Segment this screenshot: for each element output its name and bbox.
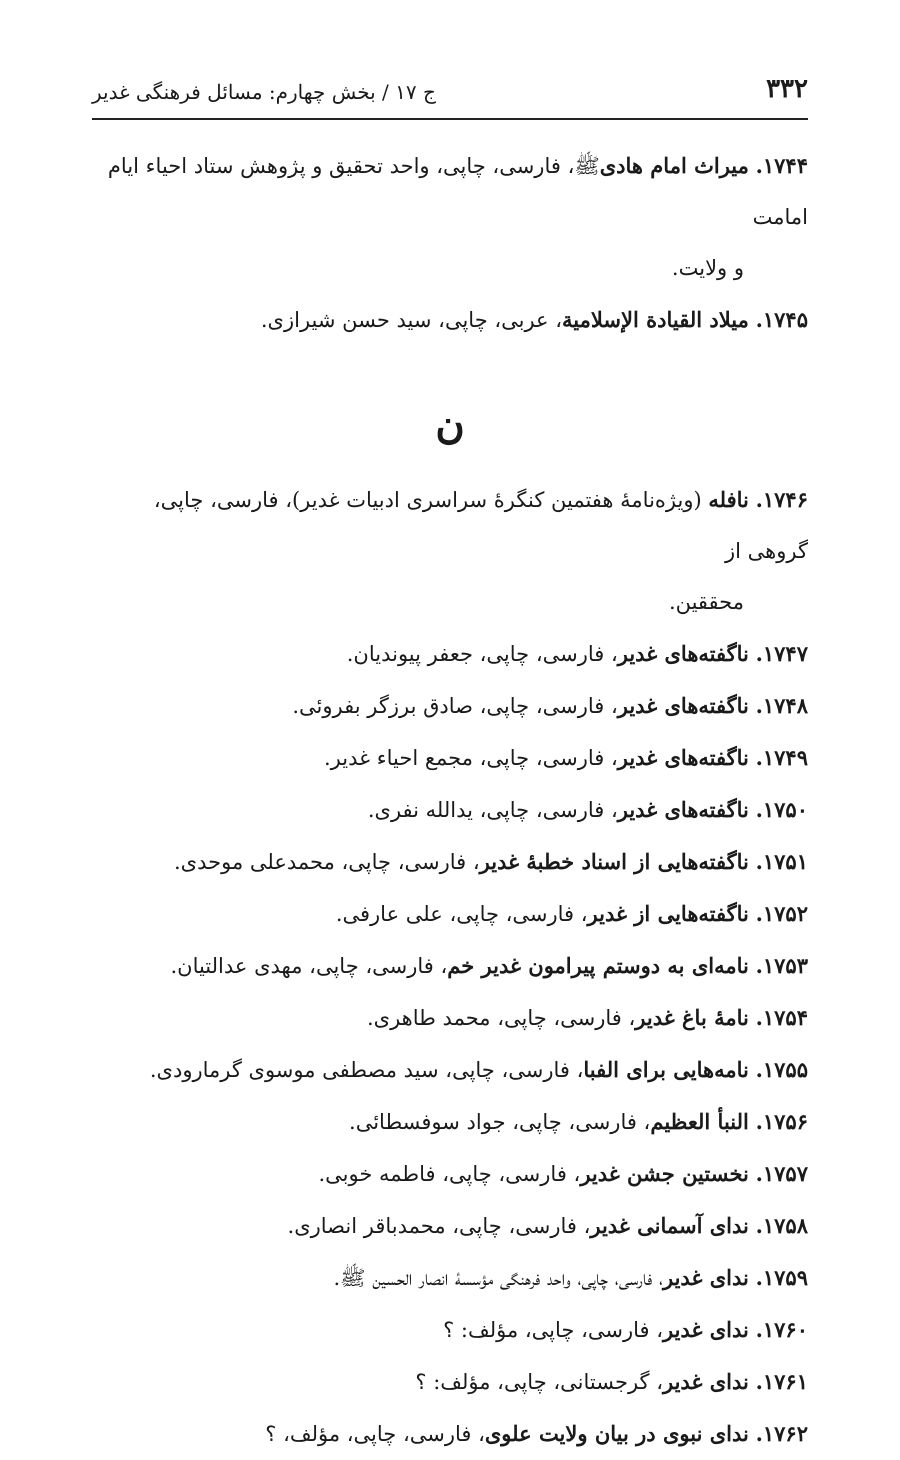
bibliography-entry: [92, 628, 808, 680]
entry-details: ، فارسی، چاپی، مهدی عدالتیان.: [170, 954, 448, 978]
entry-number: ۱۷۶۲.: [755, 1421, 808, 1446]
entry-details: ، فارسی، چاپی، صادق برزگر بفروئی.: [292, 694, 618, 718]
entry-number: ۱۷۵۰.: [755, 797, 808, 822]
entry-title: ناگفته‌های غدیر: [617, 641, 749, 666]
page-number: ۳۳۲: [766, 74, 808, 104]
entry-details: ، عربی، چاپی، سید حسن شیرازی.: [260, 308, 563, 332]
entry-title: ندای غدیر: [662, 1317, 749, 1342]
entry-number: ۱۷۵۹.: [755, 1265, 808, 1290]
entry-details: ﷺ، فارسی، چاپی، واحد تحقیق و پژوهش ستاد احیاء ایام امامت: [107, 154, 808, 229]
bibliography-entry: [92, 1200, 808, 1252]
entry-number: ۱۷۵۵.: [755, 1057, 808, 1082]
running-title: ج ۱۷ / بخش چهارم: مسائل فرهنگی غدیر: [92, 80, 436, 104]
entry-number: ۱۷۵۴.: [755, 1005, 808, 1030]
entry-title: ندای غدیر: [662, 1265, 749, 1290]
entry-details: ، فارسی، چاپی، جواد سوفسطائی.: [349, 1110, 651, 1134]
entry-title: ناگفته‌هایی از اسناد خطبهٔ غدیر: [479, 849, 749, 874]
entry-details: ، فارسی، چاپی، مجمع احیاء غدیر.: [323, 746, 618, 770]
entry-title: نامهٔ باغ غدیر: [635, 1005, 749, 1030]
bibliography-entry: [92, 784, 808, 836]
entry-number: ۱۷۵۷.: [755, 1161, 808, 1186]
entry-title: ندای غدیر: [662, 1369, 749, 1394]
entry-continuation: و ولایت.: [671, 256, 744, 280]
entry-number: ۱۷۵۳.: [755, 953, 808, 978]
bibliography-entry: [92, 836, 808, 888]
entry-details: ، فارسی، چاپی، محمدعلی موحدی.: [174, 850, 480, 874]
entry-details: ، فارسی، چاپی، واحد فرهنگی مؤسسهٔ انصار الحسین ﷺ.: [333, 1266, 663, 1290]
entry-details: ، فارسی، چاپی، یدالله نفری.: [367, 798, 618, 822]
entry-title: النبأ العظیم: [650, 1109, 749, 1134]
entry-number: ۱۷۴۵.: [755, 307, 808, 332]
bibliography-entry: [92, 1408, 808, 1460]
bibliography-entry: [92, 732, 808, 784]
entry-title: نامه‌ای به دوستم پیرامون غدیر خم: [447, 953, 749, 978]
entry-details: ، فارسی، چاپی، سید مصطفی موسوی گرمارودی.: [149, 1058, 584, 1082]
section-heading-letter: ن: [435, 401, 465, 448]
entry-details: ، فارسی، چاپی، مؤلف: ؟: [443, 1318, 663, 1342]
entry-title: ناگفته‌های غدیر: [617, 745, 749, 770]
entry-number: ۱۷۵۲.: [755, 901, 808, 926]
entry-title: ندای نبوی در بیان ولایت علوی: [484, 1421, 749, 1446]
page-body: [92, 140, 808, 1460]
entry-number: ۱۷۴۹.: [755, 745, 808, 770]
entry-details: ، فارسی، چاپی، علی عارفی.: [335, 902, 588, 926]
entry-title: ندای آسمانی غدیر: [590, 1213, 749, 1238]
entry-continuation: محققین.: [668, 590, 744, 614]
entry-title: میراث امام هادی: [599, 153, 749, 178]
entry-title: نخستین جشن غدیر: [580, 1161, 749, 1186]
bibliography-entry: [92, 1044, 808, 1096]
entry-details: ، فارسی، چاپی، محمد طاهری.: [366, 1006, 636, 1030]
bibliography-entry: [92, 1096, 808, 1148]
bibliography-entry: [92, 1148, 808, 1200]
bibliography-entry: [92, 888, 808, 940]
entry-details: (ویژه‌نامهٔ هفتمین کنگرهٔ سراسری ادبیات غدیر)، فارسی، چاپی، گروهی از: [153, 488, 808, 563]
entry-number: ۱۷۵۸.: [755, 1213, 808, 1238]
bibliography-entry: [92, 1356, 808, 1408]
entry-number: ۱۷۴۷.: [755, 641, 808, 666]
bibliography-entry: [92, 680, 808, 732]
entry-number: ۱۷۵۱.: [755, 849, 808, 874]
entry-details: ، فارسی، چاپی، محمدباقر انصاری.: [287, 1214, 591, 1238]
entry-title: میلاد القیادة الإسلامیة: [562, 307, 749, 332]
bibliography-entry: [92, 294, 808, 346]
entry-title: ناگفته‌های غدیر: [617, 797, 749, 822]
entry-number: ۱۷۴۴.: [755, 153, 808, 178]
entry-details: ، فارسی، چاپی، مؤلف، ؟: [265, 1422, 485, 1446]
entry-title: ناگفته‌های غدیر: [617, 693, 749, 718]
bibliography-entry: [92, 1304, 808, 1356]
bibliography-entry: [92, 140, 808, 294]
entry-details: ، فارسی، چاپی، جعفر پیوندیان.: [346, 642, 618, 666]
entry-title: نامه‌هایی برای الفبا: [583, 1057, 749, 1082]
entry-number: ۱۷۶۰.: [755, 1317, 808, 1342]
entry-number: ۱۷۶۱.: [755, 1369, 808, 1394]
bibliography-entry: [92, 940, 808, 992]
entry-number: ۱۷۴۶.: [755, 487, 808, 512]
entry-number: ۱۷۵۶.: [755, 1109, 808, 1134]
page-header: [92, 68, 808, 120]
bibliography-entry: [92, 992, 808, 1044]
entry-number: ۱۷۴۸.: [755, 693, 808, 718]
entry-title: ناگفته‌هایی از غدیر: [587, 901, 749, 926]
bibliography-entry: [92, 1252, 808, 1304]
entry-title: نافله: [708, 487, 749, 512]
entry-details: ، گرجستانی، چاپی، مؤلف: ؟: [415, 1370, 663, 1394]
bibliography-entry: [92, 474, 808, 628]
entry-details: ، فارسی، چاپی، فاطمه خوبی.: [318, 1162, 581, 1186]
